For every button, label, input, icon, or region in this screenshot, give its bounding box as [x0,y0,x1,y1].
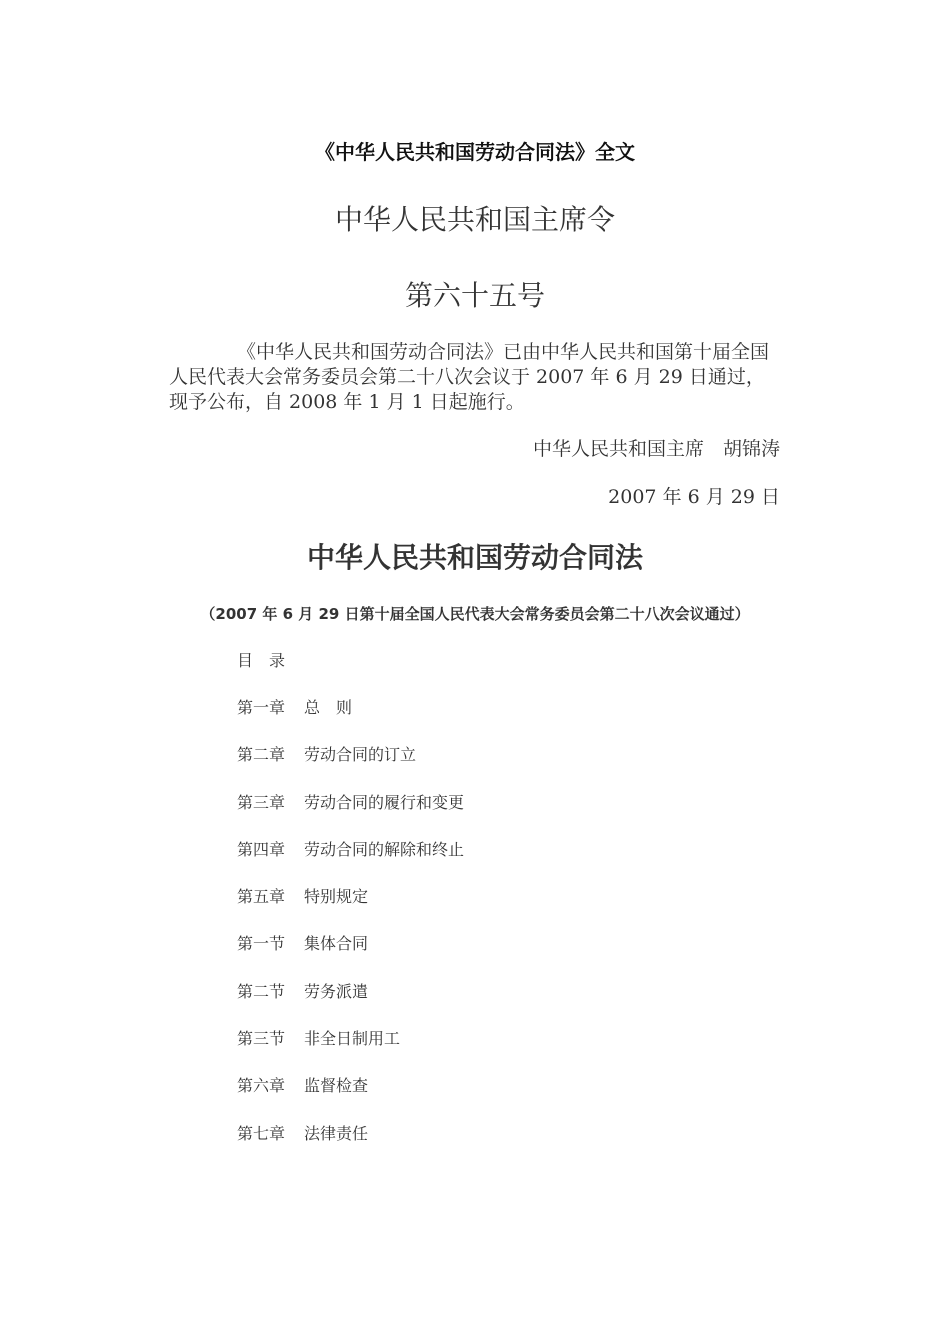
signature-date: 2007 年 6 月 29 日 [608,486,780,508]
toc-item-number: 第四章 [237,839,286,859]
toc-item-number: 第一节 [237,934,286,954]
toc-item-title: 特别规定 [304,887,369,907]
document-header-title: 《中华人民共和国劳动合同法》全文 [315,140,635,164]
toc-item-title: 总 则 [304,698,353,717]
toc-item-number: 第二节 [237,981,286,1001]
toc-item [237,792,737,839]
announcement-paragraph: 《中华人民共和国劳动合同法》已由中华人民共和国第十届全国人民代表大会常务委员会第二十八次会议于 2007 年 6 月 29 日通过，现予公布，自 2008 年 1 月 1 日起施行。 [169,341,770,413]
toc-item-title: 集体合同 [304,934,369,954]
toc-item-title: 非全日制用工 [304,1029,401,1049]
adoption-note: （2007 年 6 月 29 日第十届全国人民代表大会常务委员会第二十八次会议通过） [200,605,750,623]
toc-item [237,886,737,933]
law-title: 中华人民共和国劳动合同法 [306,541,643,574]
toc-item-number: 第三节 [237,1029,286,1049]
order-number: 第六十五号 [404,279,545,312]
toc-item [237,839,737,886]
toc-item-number: 第一章 [237,698,286,717]
toc-item-number: 第三章 [237,792,286,812]
signature-line: 中华人民共和国主席 胡锦涛 [532,438,780,460]
presidential-order-title: 中华人民共和国主席令 [334,203,615,236]
toc-item [237,1123,737,1170]
toc-item-title: 劳动合同的订立 [304,745,417,765]
table-of-contents [237,650,737,1170]
toc-item [237,1028,737,1075]
toc-item-title: 监督检查 [304,1076,369,1096]
toc-item [237,697,737,744]
toc-item [237,933,737,980]
toc-item-number: 第六章 [237,1076,286,1096]
toc-item-number: 第五章 [237,887,286,907]
toc-item-title: 劳动合同的履行和变更 [304,792,465,812]
toc-item [237,981,737,1028]
toc-item-title: 劳务派遣 [304,981,369,1001]
toc-item-number: 第二章 [237,745,286,765]
toc-item [237,744,737,791]
toc-item-title: 法律责任 [304,1123,369,1143]
toc-heading: 目 录 [237,651,286,670]
toc-item-title: 劳动合同的解除和终止 [304,839,465,859]
toc-item [237,1075,737,1122]
toc-item-number: 第七章 [237,1123,286,1143]
